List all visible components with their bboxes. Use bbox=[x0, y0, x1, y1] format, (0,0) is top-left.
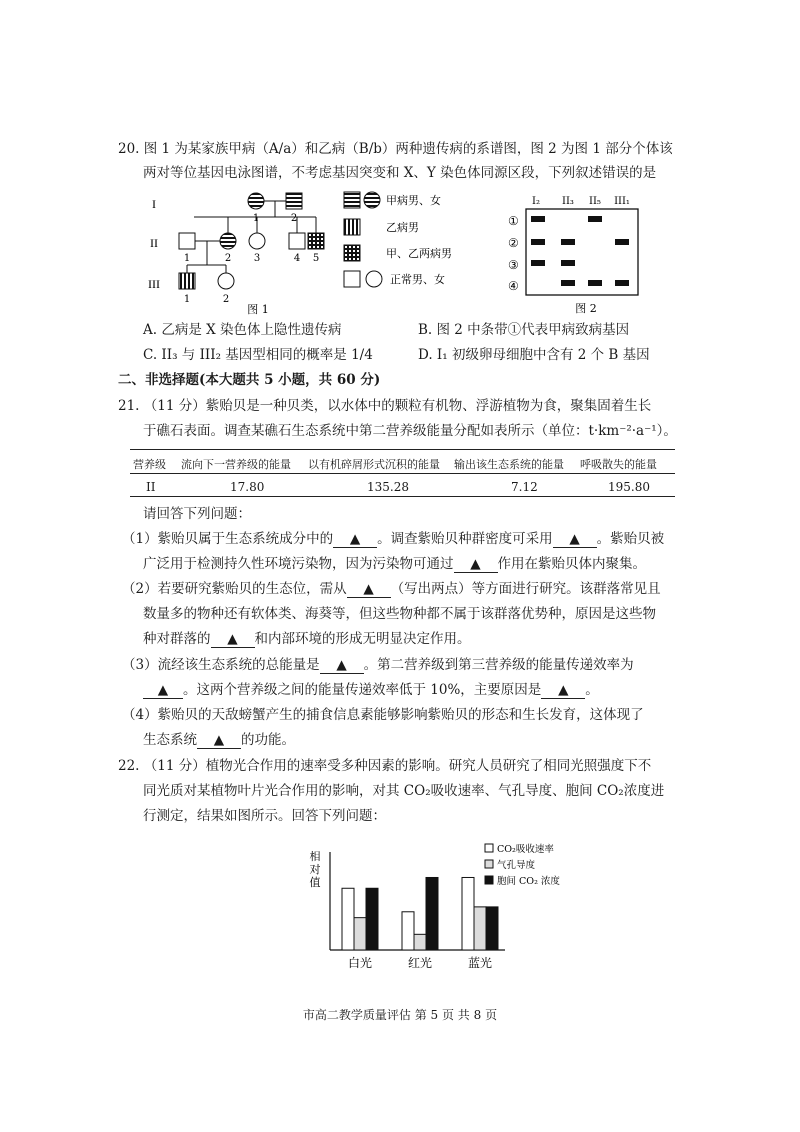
legend-swatch bbox=[485, 876, 493, 884]
answer-blank: ▲ bbox=[541, 682, 585, 699]
gel-col-3: II₅ bbox=[589, 196, 601, 207]
II3-normal-female bbox=[249, 233, 265, 249]
q20-option-a: A. 乙病是 X 染色体上隐性遗传病 bbox=[143, 322, 342, 338]
q21-part2-line3: 种对群落的 ▲ 和内部环境的形成无明显决定作用。 bbox=[143, 631, 471, 647]
table-mid-rule bbox=[130, 473, 675, 474]
q22-line2: 同光质对某植物叶片光合作用的影响，对其 CO₂吸收速率、气孔导度、胞间 CO₂浓度进 bbox=[143, 783, 665, 799]
gel-band bbox=[561, 239, 575, 245]
I1-female-disease-a bbox=[248, 193, 264, 209]
table-cell: II bbox=[146, 480, 156, 494]
q22-line1: 22. （11 分）植物光合作用的速率受多种因素的影响。研究人员研究了相同光照强度下不 bbox=[118, 758, 652, 774]
legend-normal: 正常男、女 bbox=[390, 273, 445, 286]
legend-swatch bbox=[485, 860, 493, 868]
bar-蓝光-气孔导度 bbox=[474, 907, 486, 950]
table-header-4: 输出该生态系统的能量 bbox=[454, 458, 564, 471]
photosynthesis-bar-chart bbox=[300, 838, 570, 973]
answer-blank: ▲ bbox=[211, 631, 255, 648]
table-header-1: 营养级 bbox=[133, 458, 166, 471]
gel-band bbox=[615, 239, 629, 245]
legend-disease-a-male-icon bbox=[344, 192, 360, 208]
gel-band bbox=[561, 260, 575, 266]
y-label-char: 对 bbox=[309, 863, 321, 876]
gel-band bbox=[531, 216, 545, 222]
svg-text:1: 1 bbox=[183, 253, 191, 264]
gel-band bbox=[588, 280, 602, 286]
y-label-char: 相 bbox=[309, 850, 321, 863]
bar-白光-气孔导度 bbox=[354, 918, 366, 950]
page-footer: 市高二教学质量评估 第 5 页 共 8 页 bbox=[302, 1008, 498, 1022]
gel-figure bbox=[500, 192, 650, 317]
q20-option-b: B. 图 2 中条带①代表甲病致病基因 bbox=[418, 322, 630, 338]
answer-blank: ▲ bbox=[197, 732, 241, 749]
table-cell: 17.80 bbox=[230, 480, 265, 494]
legend-both-icon bbox=[344, 245, 360, 261]
x-tick-label: 红光 bbox=[407, 956, 433, 970]
q21-prompt: 请回答下列问题： bbox=[143, 506, 251, 522]
bar-红光-气孔导度 bbox=[414, 934, 426, 950]
gel-band bbox=[561, 280, 575, 286]
legend-disease-b: 乙病男 bbox=[386, 221, 419, 234]
gel-band bbox=[531, 260, 545, 266]
bar-白光-CO₂吸收速率 bbox=[342, 888, 354, 950]
q22-line3: 行测定，结果如图所示。回答下列问题： bbox=[143, 808, 386, 824]
gen-label-II: II bbox=[150, 236, 158, 250]
q20-line2: 两对等位基因电泳图谱，不考虑基因突变和 X、Y 染色体同源区段，下列叙述错误的是 bbox=[143, 165, 657, 181]
legend-disease-a-female-icon bbox=[364, 192, 380, 208]
table-bottom-rule bbox=[130, 496, 675, 497]
III1-disease-b-male bbox=[179, 273, 195, 289]
table-top-rule bbox=[130, 449, 675, 450]
legend-disease-a: 甲病男、女 bbox=[386, 194, 441, 207]
answer-blank: ▲ bbox=[320, 657, 364, 674]
svg-text:1: 1 bbox=[252, 213, 260, 224]
q21-part1-line1: （1）紫贻贝属于生态系统成分中的 ▲ 。调查紫贻贝种群密度可采用 ▲ 。紫贻贝被 bbox=[122, 531, 665, 547]
gel-col-2: II₃ bbox=[562, 196, 574, 207]
table-header-2: 流向下一营养级的能量 bbox=[181, 458, 291, 471]
legend-disease-b-icon bbox=[344, 219, 360, 235]
q20-line1: 20. 图 1 为某家族甲病（A/a）和乙病（B/b）两种遗传病的系谱图，图 2 为图 1 部分个体该 bbox=[118, 141, 673, 157]
y-label-char: 值 bbox=[309, 876, 321, 889]
chart-ylabel bbox=[310, 849, 321, 889]
legend-normal-male-icon bbox=[344, 271, 360, 287]
svg-text:2: 2 bbox=[222, 294, 230, 305]
answer-blank: ▲ bbox=[347, 581, 391, 598]
I2-male-disease-a bbox=[286, 193, 302, 209]
gel-row-2: ② bbox=[508, 236, 519, 250]
legend-label: CO₂吸收速率 bbox=[497, 844, 554, 855]
q21-part1-line2: 广泛用于检测持久性环境污染物，因为污染物可通过 ▲ 作用在紫贻贝体内聚集。 bbox=[143, 556, 646, 572]
q20-option-c: C. II₃ 与 III₂ 基因型相同的概率是 1/4 bbox=[143, 347, 373, 363]
gen-label-III: III bbox=[148, 277, 160, 291]
x-tick-label: 白光 bbox=[347, 956, 373, 970]
legend-label: 胞间 CO₂ 浓度 bbox=[497, 876, 560, 887]
bar-蓝光-CO₂吸收速率 bbox=[462, 877, 474, 950]
svg-text:2: 2 bbox=[224, 253, 232, 264]
answer-blank: ▲ bbox=[553, 531, 597, 548]
legend-label: 气孔导度 bbox=[497, 860, 536, 871]
q21-part2-line2: 数量多的物种还有软体类、海葵等，但这些物种都不属于该群落优势种，原因是这些物 bbox=[143, 606, 656, 622]
gel-band bbox=[531, 239, 545, 245]
q21-part3-line2: ▲ 。这两个营养级之间的能量传递效率低于 10%，主要原因是 ▲ 。 bbox=[143, 682, 599, 699]
q21-part4-line1: （4）紫贻贝的天敌螃蟹产生的捕食信息素能够影响紫贻贝的形态和生长发育，这体现了 bbox=[122, 707, 644, 723]
svg-text:5: 5 bbox=[312, 253, 320, 264]
q21-part4-line2: 生态系统 ▲ 的功能。 bbox=[143, 732, 295, 748]
bar-红光-胞间 CO₂ 浓度 bbox=[426, 877, 438, 950]
II5-both-diseases-male bbox=[308, 233, 324, 249]
svg-text:3: 3 bbox=[253, 253, 261, 264]
bar-蓝光-胞间 CO₂ 浓度 bbox=[486, 907, 498, 950]
answer-blank: ▲ bbox=[143, 682, 183, 699]
q21-part2-line1: （2）若要研究紫贻贝的生态位，需从 ▲ （写出两点）等方面进行研究。该群落常见且 bbox=[122, 581, 661, 597]
gel-row-3: ③ bbox=[508, 258, 519, 272]
legend-swatch bbox=[485, 844, 493, 852]
pedigree-figure bbox=[140, 185, 500, 315]
gel-band bbox=[588, 216, 602, 222]
gel-band bbox=[615, 280, 629, 286]
legend-both: 甲、乙两病男 bbox=[386, 247, 452, 260]
table-cell: 7.12 bbox=[511, 480, 538, 494]
II4-normal-male bbox=[289, 233, 305, 249]
bar-白光-胞间 CO₂ 浓度 bbox=[366, 888, 378, 950]
legend-normal-female-icon bbox=[366, 271, 382, 287]
gel-row-1: ① bbox=[508, 214, 519, 228]
gen-label-I: I bbox=[152, 197, 156, 211]
q20-option-d: D. I₁ 初级卵母细胞中含有 2 个 B 基因 bbox=[418, 347, 650, 363]
q21-line1: 21. （11 分）紫贻贝是一种贝类，以水体中的颗粒有机物、浮游植物为食，聚集固着生长 bbox=[118, 398, 652, 414]
svg-text:1: 1 bbox=[183, 294, 191, 305]
q21-part3-line1: （3）流经该生态系统的总能量是 ▲ 。第二营养级到第三营养级的能量传递效率为 bbox=[122, 657, 634, 673]
III2-normal-female bbox=[218, 273, 234, 289]
fig2-caption: 图 2 bbox=[575, 302, 597, 315]
table-cell: 135.28 bbox=[367, 480, 409, 494]
section-heading: 二、非选择题(本大题共 5 小题，共 60 分) bbox=[118, 372, 381, 388]
gel-col-1: I₂ bbox=[532, 196, 540, 207]
fig1-caption: 图 1 bbox=[247, 303, 269, 315]
answer-blank: ▲ bbox=[454, 556, 498, 573]
table-header-5: 呼吸散失的能量 bbox=[580, 458, 657, 471]
x-tick-label: 蓝光 bbox=[467, 956, 493, 970]
svg-text:2: 2 bbox=[290, 213, 298, 224]
gel-row-4: ④ bbox=[508, 279, 519, 293]
table-cell: 195.80 bbox=[608, 480, 650, 494]
q21-line2: 于礁石表面。调查某礁石生态系统中第二营养级能量分配如表所示（单位：t·km⁻²·a⁻¹）。 bbox=[143, 423, 677, 439]
gel-col-4: III₁ bbox=[614, 196, 630, 207]
answer-blank: ▲ bbox=[333, 531, 377, 548]
table-header-3: 以有机碎屑形式沉积的能量 bbox=[308, 458, 440, 471]
svg-text:4: 4 bbox=[293, 253, 301, 264]
bar-红光-CO₂吸收速率 bbox=[402, 912, 414, 950]
II2-female-disease-a bbox=[220, 233, 236, 249]
II1-normal-male bbox=[179, 233, 195, 249]
